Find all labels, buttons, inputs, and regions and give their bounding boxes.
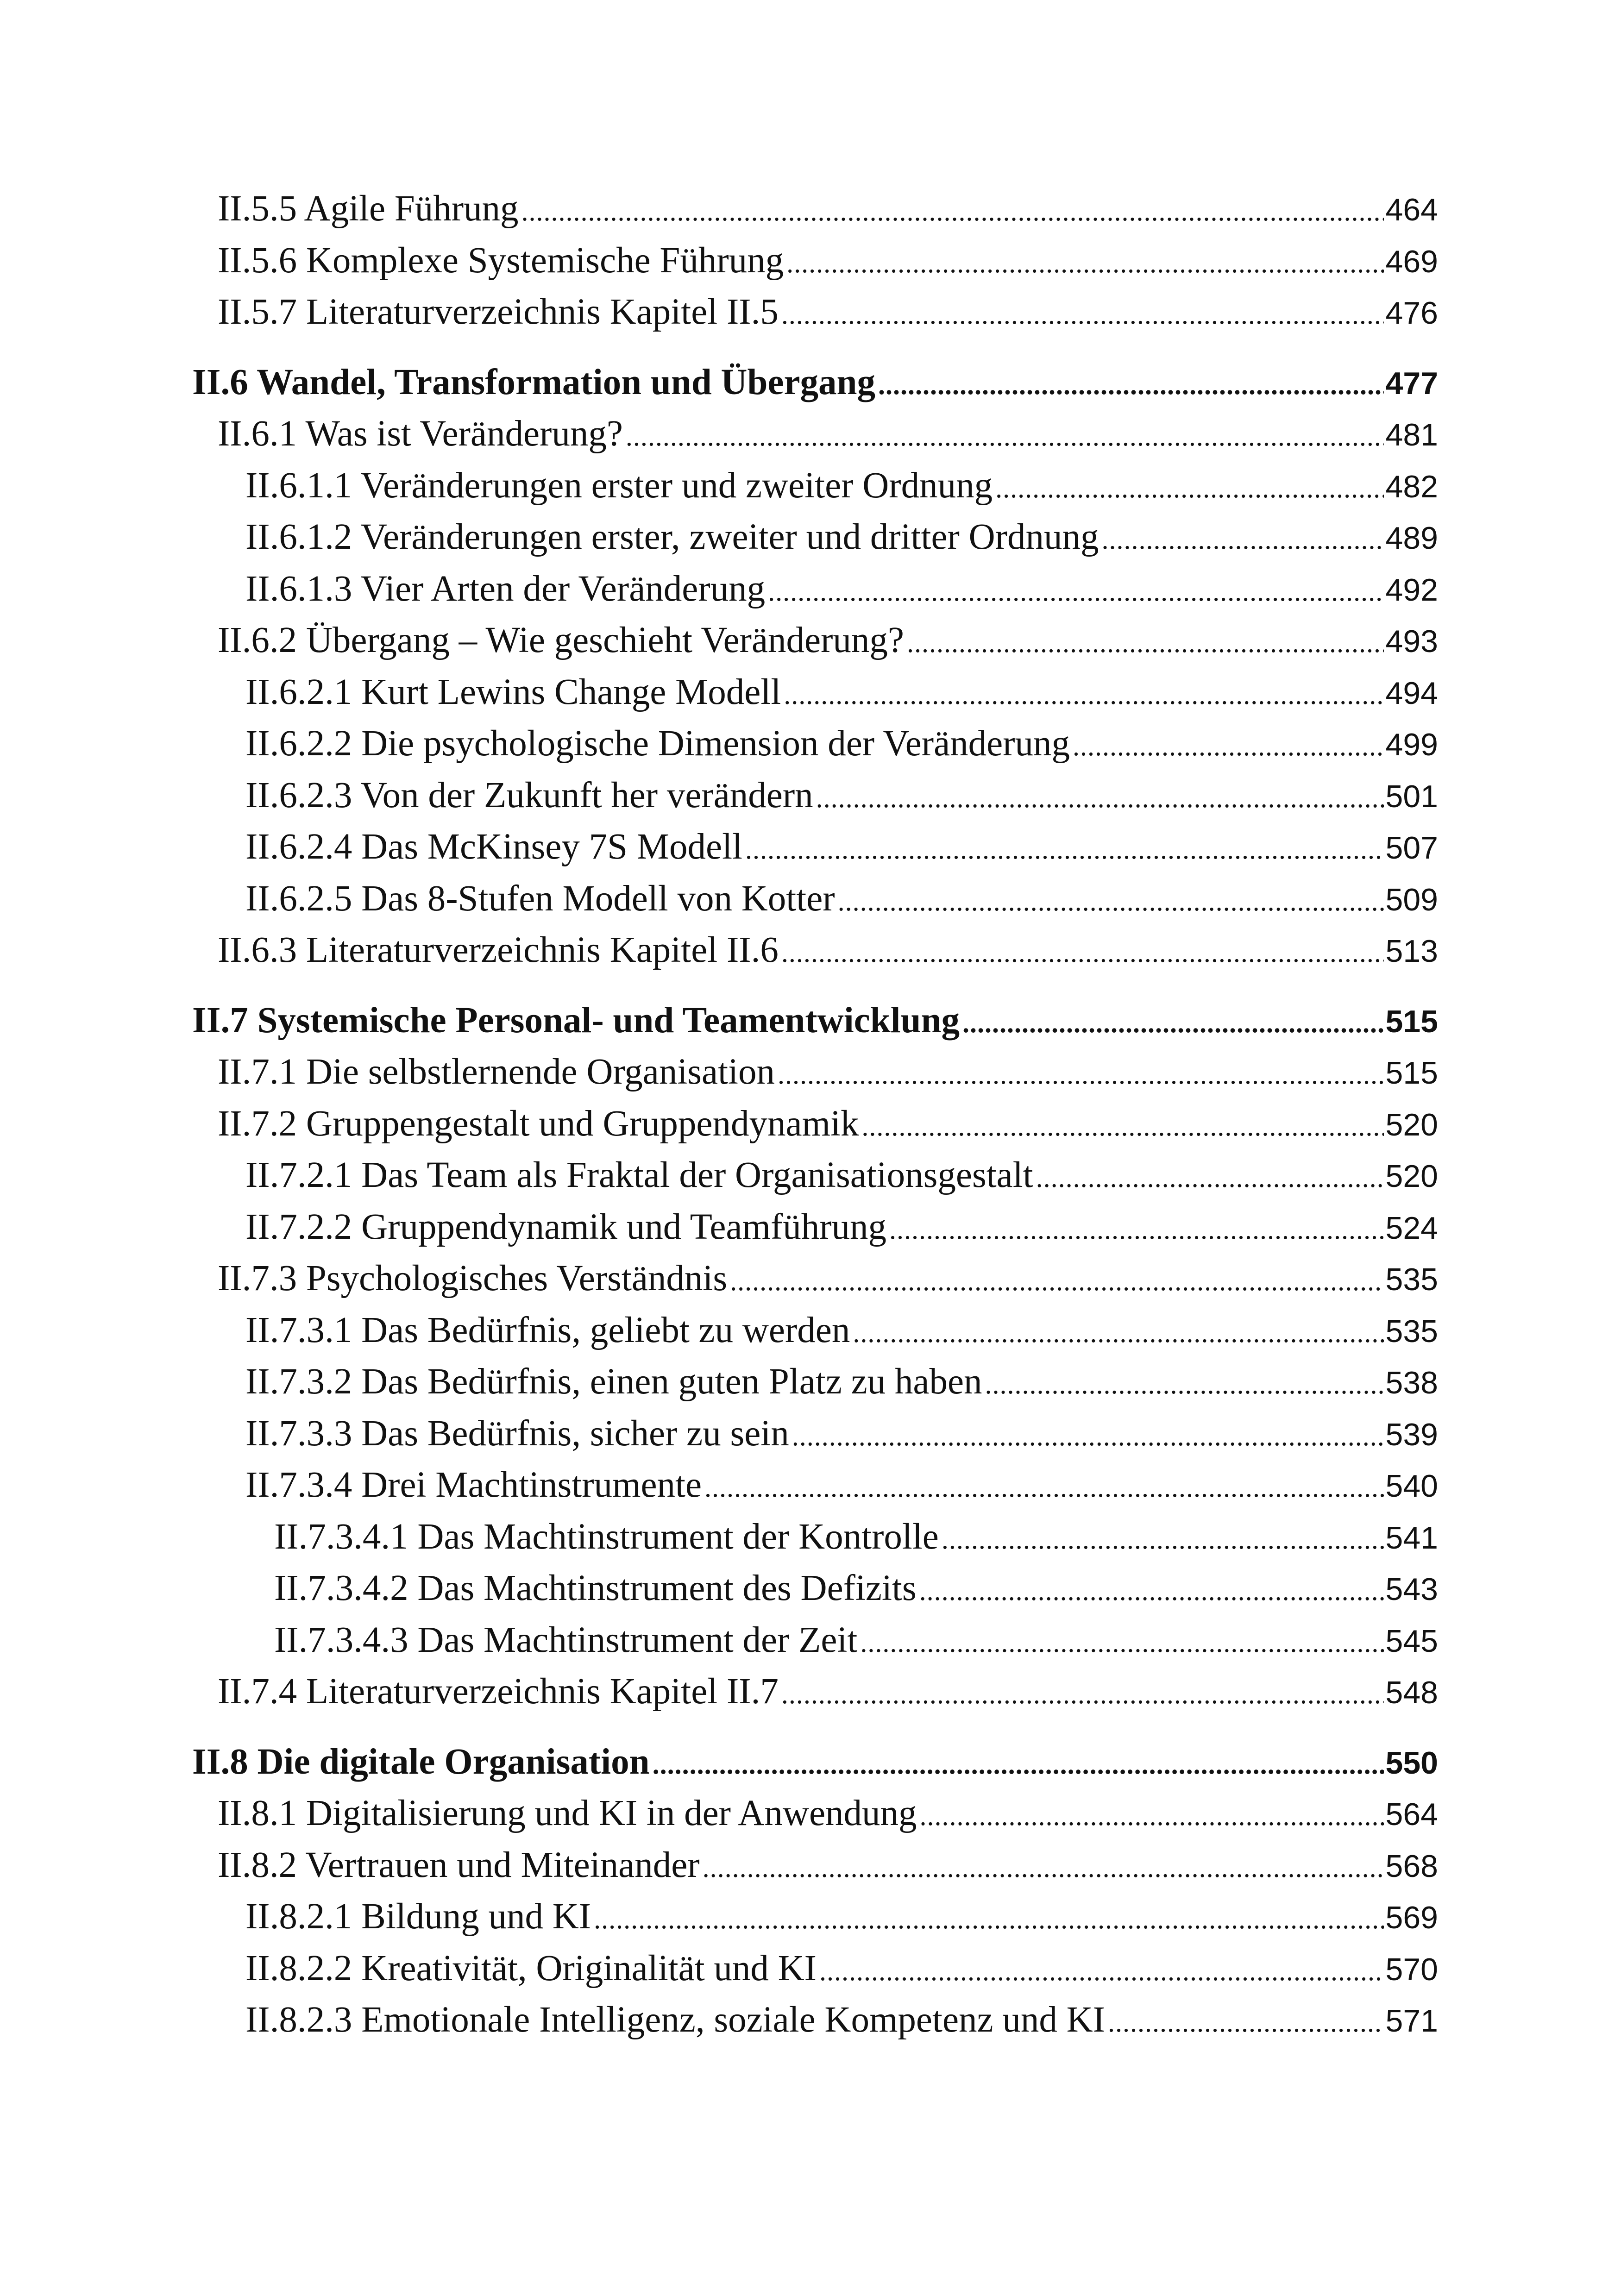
dot-leader [784, 669, 1383, 721]
toc-entry[interactable] [192, 1666, 1438, 1718]
toc-entry-title [245, 1994, 1108, 2046]
toc-page-number: 509 [1385, 882, 1438, 917]
toc-entry-text: Kurt Lewins Change Modell [361, 671, 781, 712]
toc-entry-text: Das Bedürfnis, geliebt zu werden [361, 1310, 850, 1350]
toc-entry-title [245, 821, 745, 873]
toc-entry-title [218, 183, 521, 235]
toc-entry-text: Die digitale Organisation [257, 1741, 650, 1782]
toc-entry-text: Agile Führung [304, 188, 519, 229]
dot-leader [878, 359, 1384, 411]
toc-entry-text: Was ist Veränderung? [305, 414, 623, 454]
toc-entry-title [192, 1736, 653, 1788]
toc-entry-text: Das Bedürfnis, einen guten Platz zu haben [361, 1361, 982, 1402]
toc-entry-title [218, 1098, 861, 1150]
toc-page-number: 535 [1385, 1262, 1438, 1297]
dot-leader [745, 824, 1384, 876]
toc-chapter-entry[interactable] [192, 1736, 1438, 1788]
toc-page-number: 568 [1385, 1848, 1438, 1884]
toc-entry-text: Veränderungen erster und zweiter Ordnung [360, 465, 993, 506]
dot-leader [985, 1359, 1384, 1411]
toc-entry-number: II.7.3.1 [245, 1310, 352, 1350]
toc-entry-number: II.6 [192, 362, 248, 402]
toc-entry-number: II.6.2 [218, 620, 297, 660]
toc-entry[interactable] [192, 666, 1438, 718]
toc-entry-text: Literaturverzeichnis Kapitel II.5 [306, 292, 779, 332]
toc-entry[interactable] [192, 1459, 1438, 1511]
toc-entry-number: II.7.3.4.1 [274, 1516, 408, 1557]
toc-entry-text: Emotionale Intelligenz, soziale Kompetenz und KI [361, 2000, 1105, 2040]
toc-entry-number: II.7.2.1 [245, 1155, 352, 1195]
toc-page-number: 571 [1385, 2003, 1438, 2039]
toc-entry-number: II.7 [192, 1000, 248, 1041]
dot-leader [1036, 1152, 1384, 1204]
toc-entry-text: Bildung und KI [361, 1896, 591, 1937]
toc-page-number: 569 [1385, 1900, 1438, 1935]
dot-leader [962, 997, 1384, 1049]
toc-page-number: 476 [1385, 295, 1438, 331]
toc-entry-title [218, 615, 907, 666]
toc-entry-number: II.6.2.3 [245, 775, 352, 816]
dot-leader [919, 1565, 1384, 1617]
toc-entry-text: Die selbstlernende Organisation [306, 1052, 775, 1092]
toc-entry-text: Digitalisierung und KI in der Anwendung [306, 1793, 917, 1833]
dot-leader [920, 1790, 1384, 1842]
toc-entry-text: Übergang – Wie geschieht Veränderung? [306, 620, 904, 660]
toc-entry-text: Von der Zukunft her verändern [360, 775, 813, 816]
toc-entry-number: II.8.2.1 [245, 1896, 352, 1937]
toc-entry[interactable] [192, 460, 1438, 512]
dot-leader [703, 1842, 1384, 1894]
toc-page-number: 538 [1385, 1365, 1438, 1400]
toc-entry[interactable] [192, 1098, 1438, 1150]
toc-entry[interactable] [192, 615, 1438, 666]
toc-entry[interactable] [192, 1046, 1438, 1098]
toc-entry-title [192, 995, 962, 1047]
toc-entry-number: II.6.2.2 [245, 723, 352, 764]
toc-entry-number: II.7.2 [218, 1103, 297, 1144]
toc-page-number: 545 [1385, 1623, 1438, 1659]
toc-entry-title [218, 408, 626, 460]
toc-page-number: 548 [1385, 1675, 1438, 1710]
toc-entry-number: II.7.1 [218, 1052, 297, 1092]
dot-leader [781, 927, 1384, 979]
dot-leader [838, 876, 1384, 928]
toc-entry-number: II.6.1.2 [245, 517, 352, 557]
toc-entry-title [245, 1891, 594, 1943]
toc-entry[interactable] [192, 286, 1438, 338]
toc-entry-number: II.6.1.3 [245, 568, 352, 609]
toc-page-number: 513 [1385, 934, 1438, 969]
toc-entry[interactable] [192, 235, 1438, 287]
table-of-contents [192, 183, 1438, 2046]
toc-entry-title [245, 563, 768, 615]
toc-entry-number: II.8.1 [218, 1793, 297, 1833]
toc-entry[interactable] [192, 873, 1438, 925]
toc-entry-text: Die psychologische Dimension der Veränderung [361, 723, 1070, 764]
toc-page-number: 494 [1385, 675, 1438, 711]
dot-leader [768, 566, 1383, 618]
toc-entry[interactable] [192, 821, 1438, 873]
toc-entry-number: II.7.3.3 [245, 1413, 352, 1454]
dot-leader [594, 1894, 1383, 1945]
toc-chapter-entry[interactable] [192, 995, 1438, 1047]
toc-entry-title [218, 1788, 920, 1839]
toc-entry-text: Das Machtinstrument der Zeit [417, 1619, 858, 1660]
dot-leader [861, 1101, 1383, 1153]
toc-entry[interactable] [192, 183, 1438, 235]
dot-leader [860, 1617, 1383, 1669]
toc-entry-number: II.7.3.2 [245, 1361, 352, 1402]
toc-entry-number: II.8.2.3 [245, 2000, 352, 2040]
dot-leader [626, 411, 1384, 463]
toc-entry-title [274, 1562, 919, 1614]
toc-page-number: 501 [1385, 778, 1438, 814]
toc-page-number: 477 [1385, 365, 1438, 401]
toc-entry-text: Das Team als Fraktal der Organisationsgestalt [361, 1155, 1033, 1195]
dot-leader [778, 1049, 1384, 1101]
dot-leader [853, 1307, 1383, 1359]
dot-leader [942, 1514, 1384, 1566]
toc-entry-number: II.7.3.4.2 [274, 1568, 408, 1608]
toc-entry-title [245, 718, 1073, 770]
toc-entry[interactable] [192, 924, 1438, 976]
dot-leader [816, 772, 1384, 824]
toc-page-number: 540 [1385, 1468, 1438, 1504]
toc-entry[interactable] [192, 511, 1438, 563]
toc-entry-number: II.7.3.4.3 [274, 1619, 408, 1660]
dot-leader [704, 1462, 1383, 1514]
toc-entry-title [245, 1356, 985, 1408]
toc-entry-title [245, 873, 838, 925]
toc-entry-number: II.5.7 [218, 292, 297, 332]
toc-entry-number: II.7.2.2 [245, 1206, 352, 1247]
toc-entry-title [245, 1943, 819, 1995]
toc-entry-text: Komplexe Systemische Führung [306, 240, 784, 281]
toc-page-number: 492 [1385, 572, 1438, 608]
toc-page-number: 543 [1385, 1572, 1438, 1607]
toc-entry-title [218, 1839, 703, 1891]
toc-entry-title [274, 1614, 860, 1666]
toc-entry-text: Veränderungen erster, zweiter und dritter Ordnung [360, 517, 1099, 557]
toc-page-number: 564 [1385, 1797, 1438, 1832]
toc-entry-text: Vertrauen und Miteinander [305, 1844, 700, 1885]
toc-entry-title [245, 666, 784, 718]
toc-page-number: 515 [1385, 1004, 1438, 1039]
toc-entry-text: Das McKinsey 7S Modell [361, 827, 742, 867]
toc-entry-text: Drei Machtinstrumente [361, 1465, 702, 1505]
toc-entry[interactable] [192, 1201, 1438, 1253]
toc-page-number: 482 [1385, 469, 1438, 504]
toc-page-number: 515 [1385, 1055, 1438, 1091]
toc-entry-number: II.6.2.1 [245, 671, 352, 712]
toc-page-number: 493 [1385, 624, 1438, 659]
dot-leader [792, 1411, 1384, 1462]
toc-page-number: 469 [1385, 244, 1438, 279]
toc-entry-text: Das 8-Stufen Modell von Kotter [361, 878, 835, 919]
toc-entry-number: II.8.2.2 [245, 1948, 352, 1989]
toc-page-number: 507 [1385, 830, 1438, 866]
toc-entry-title [245, 460, 995, 512]
toc-entry[interactable] [192, 1356, 1438, 1408]
toc-entry-text: Vier Arten der Veränderung [360, 568, 766, 609]
toc-entry[interactable] [192, 408, 1438, 460]
toc-page-number: 481 [1385, 417, 1438, 452]
toc-entry-title [245, 1149, 1036, 1201]
toc-entry-number: II.7.3 [218, 1258, 297, 1299]
dot-leader [1101, 514, 1383, 566]
toc-entry[interactable] [192, 718, 1438, 770]
toc-entry-title [245, 1201, 889, 1253]
toc-entry[interactable] [192, 1408, 1438, 1460]
toc-entry[interactable] [192, 1994, 1438, 2046]
toc-page-number: 541 [1385, 1520, 1438, 1556]
toc-entry[interactable] [192, 563, 1438, 615]
toc-page-number: 499 [1385, 727, 1438, 762]
toc-page-number: 550 [1385, 1745, 1438, 1781]
toc-entry[interactable] [192, 1839, 1438, 1891]
toc-entry-title [218, 924, 781, 976]
toc-page-number: 520 [1385, 1107, 1438, 1142]
toc-entry-text: Kreativität, Originalität und KI [361, 1948, 817, 1989]
dot-leader [521, 186, 1384, 238]
toc-entry-text: Wandel, Transformation und Übergang [257, 362, 875, 402]
toc-entry-text: Psychologisches Verständnis [306, 1258, 728, 1299]
toc-entry-number: II.7.4 [218, 1671, 297, 1712]
toc-page-number: 570 [1385, 1951, 1438, 1987]
toc-chapter-entry[interactable] [192, 357, 1438, 408]
toc-page-number: 464 [1385, 192, 1438, 227]
dot-leader [653, 1739, 1384, 1791]
toc-entry-text: Gruppendynamik und Teamführung [361, 1206, 887, 1247]
toc-entry-number: II.6.2.4 [245, 827, 352, 867]
dot-leader [819, 1945, 1384, 1997]
toc-entry-text: Das Machtinstrument der Kontrolle [417, 1516, 939, 1557]
toc-entry-text: Das Bedürfnis, sicher zu sein [361, 1413, 789, 1454]
toc-entry-title [218, 1666, 781, 1718]
toc-entry-number: II.5.5 [218, 188, 297, 229]
dot-leader [907, 617, 1384, 669]
toc-entry-number: II.6.2.5 [245, 878, 352, 919]
toc-entry-title [218, 1046, 778, 1098]
toc-page-number: 520 [1385, 1159, 1438, 1194]
toc-entry-number: II.5.6 [218, 240, 297, 281]
toc-page-number: 489 [1385, 521, 1438, 556]
toc-entry-number: II.8.2 [218, 1844, 297, 1885]
toc-entry[interactable] [192, 1943, 1438, 1995]
toc-entry-title [245, 511, 1101, 563]
toc-entry-title [218, 1253, 730, 1305]
toc-entry-number: II.8 [192, 1741, 248, 1782]
toc-entry-text: Literaturverzeichnis Kapitel II.6 [306, 930, 779, 970]
toc-entry[interactable] [192, 1511, 1438, 1563]
toc-entry[interactable] [192, 1562, 1438, 1614]
toc-entry-text: Systemische Personal- und Teamentwicklung [257, 1000, 960, 1041]
toc-entry[interactable] [192, 1149, 1438, 1201]
toc-entry-title [218, 235, 786, 287]
dot-leader [781, 1669, 1384, 1720]
toc-entry-title [245, 770, 816, 822]
toc-entry-number: II.6.3 [218, 930, 297, 970]
toc-entry-text: Das Machtinstrument des Defizits [417, 1568, 917, 1608]
toc-page-number: 539 [1385, 1417, 1438, 1452]
toc-entry[interactable] [192, 1305, 1438, 1356]
toc-entry-title [192, 357, 878, 408]
toc-entry[interactable] [192, 1614, 1438, 1666]
toc-entry-number: II.7.3.4 [245, 1465, 352, 1505]
dot-leader [730, 1255, 1383, 1307]
toc-entry[interactable] [192, 1891, 1438, 1943]
toc-entry-title [274, 1511, 942, 1563]
toc-entry[interactable] [192, 1253, 1438, 1305]
toc-entry[interactable] [192, 770, 1438, 822]
toc-entry-number: II.6.1.1 [245, 465, 352, 506]
dot-leader [1073, 721, 1384, 772]
toc-entry-text: Gruppengestalt und Gruppendynamik [306, 1103, 859, 1144]
dot-leader [786, 238, 1383, 289]
toc-entry-title [218, 286, 781, 338]
dot-leader [995, 463, 1383, 514]
toc-entry-number: II.6.1 [218, 414, 297, 454]
toc-entry-title [245, 1305, 853, 1356]
toc-page-number: 535 [1385, 1313, 1438, 1349]
toc-entry-title [245, 1408, 792, 1460]
dot-leader [889, 1204, 1384, 1256]
dot-leader [1108, 1997, 1384, 2049]
toc-entry-text: Literaturverzeichnis Kapitel II.7 [306, 1671, 779, 1712]
toc-entry-title [245, 1459, 704, 1511]
dot-leader [781, 289, 1384, 341]
toc-entry[interactable] [192, 1788, 1438, 1839]
toc-page-number: 524 [1385, 1210, 1438, 1246]
